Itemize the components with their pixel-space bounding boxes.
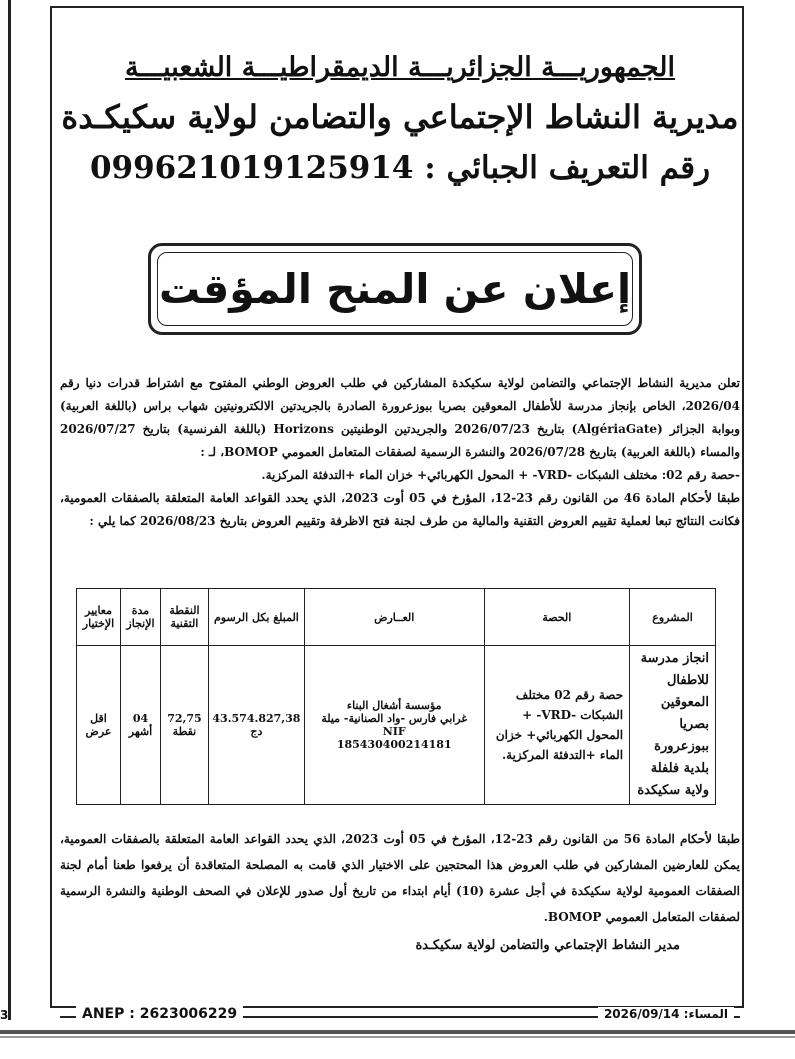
- footer: [60, 1006, 740, 1026]
- signature: مدير النشاط الإجتماعي والتضامن لولاية سكيكـدة: [415, 938, 680, 953]
- cell-duration: 04 أشهر: [121, 646, 161, 805]
- intro-section: [60, 372, 740, 533]
- intro-paragraph: تعلن مديرية النشاط الإجتماعي والتضامن لولاية سكيكدة المشاركين في طلب العروض الوطني المفتوح مع اشتراط قدرات دنيا رقم 2026/04، الخاص بإنجاز مدرسة للأطفال المعوقين بصريا ببوزعرورة الصادرة بالجريدتين الالكترونيتين شهاب براس (باللغة العربية) وبوابة الجزائر (AlgériaGate) بتاريخ 2026/07/23 والجريدتين الوطنيتين Horizons (باللغة الفرنسية) بتاريخ 2026/07/27 والمساء (باللغة العربية) بتاريخ 2026/07/28 والنشرة الرسمية لصفقات المتعامل العمومي BOMOP، لـ :: [60, 376, 741, 459]
- score-value: 72,75: [167, 712, 202, 725]
- table-header-row: [77, 589, 716, 646]
- header-lot: الحصة: [484, 589, 630, 646]
- bottom-bar: [0, 1030, 795, 1034]
- header-technical-score: النقطة التقنية: [160, 589, 208, 646]
- lot-line: -حصة رقم 02: مختلف الشبكات -VRD- + المحول الكهربائي+ خزان الماء +التدفئة المركزية.: [261, 468, 740, 482]
- tax-id-heading: رقم التعريف الجبائي : 099621019125914: [89, 150, 711, 186]
- bottom-bar-thin: [0, 1036, 795, 1038]
- amount-currency: دج: [250, 725, 263, 738]
- header-amount: المبلغ بكل الرسوم: [208, 589, 304, 646]
- cell-amount: [208, 646, 304, 805]
- cell-bidder: [304, 646, 484, 805]
- cell-lot: حصة رقم 02 مختلف الشبكات -VRD- + المحول الكهربائي+ خزان الماء +التدفئة المركزية.: [484, 646, 630, 805]
- award-table: [76, 588, 716, 805]
- cell-project: انجاز مدرسة للاطفال المعوقين بصريا ببوزعرورة بلدية فلفلة ولاية سكيكدة: [630, 646, 716, 805]
- page-edge-mark: 3: [0, 1008, 9, 1022]
- amount-value: 43.574.827,38: [212, 712, 301, 725]
- article-46-paragraph: طبقا لأحكام المادة 46 من القانون رقم 23-12، المؤرخ في 05 أوت 2023، الذي يحدد القواعد العامة المتعلقة بالصفقات العمومية، فكانت النتائج تبعا لعملية تقييم العروض التقنية والمالية من طرف لجنة فتح الاظرفة وتقييم العروض بتاريخ 2026/08/23 كما يلي :: [60, 491, 741, 528]
- title-box: [148, 243, 642, 335]
- republic-heading: الجمهوريـــة الجزائريـــة الديمقراطيـــة الشعبيـــة: [124, 52, 676, 83]
- announcement-title: إعلان عن المنح المؤقت: [157, 252, 633, 326]
- bidder-nif: 185430400214181: [336, 738, 452, 751]
- header-project: المشروع: [630, 589, 716, 646]
- anep-reference: ANEP : 2623006229: [76, 1006, 243, 1022]
- score-unit: نقطة: [172, 725, 197, 738]
- bidder-name: مؤسسة أشغال البناء: [346, 699, 442, 712]
- header-bidder: العــارض: [304, 589, 484, 646]
- header-criteria: معايير الإختيار: [77, 589, 121, 646]
- directorate-heading: مديرية النشاط الإجتماعي والتضامن لولاية سكيكـدة: [61, 98, 739, 136]
- table-row: [77, 646, 716, 805]
- article-56-paragraph: طبقا لأحكام المادة 56 من القانون رقم 23-12، المؤرخ في 05 أوت 2023، الذي يحدد القواعد العامة المتعلقة بالصفقات العمومية، يمكن للعارضين المشاركين في طلب العروض هذا المحتجين على الاختيار الذي قامت به المصلحة المتعاقدة أن يرفعوا طعنا أمام لجنة الصفقات العمومية لولاية سكيكدة في أجل عشرة (10) أيام ابتداء من تاريخ أول صدور للإعلان في الصحف الوطنية والنشرة الرسمية لصفقات المتعامل العمومي BOMOP.: [60, 832, 741, 924]
- cell-technical-score: [160, 646, 208, 805]
- bidder-nif-label: NIF: [382, 725, 406, 738]
- left-column-rule: [8, 0, 11, 1020]
- header-duration: مدة الإنجاز: [121, 589, 161, 646]
- bidder-address: غرابي فارس -واد الصنانية- ميلة: [321, 712, 468, 725]
- cell-criteria: اقل عرض: [77, 646, 121, 805]
- newspaper-date: المساء: 2026/09/14: [598, 1007, 734, 1021]
